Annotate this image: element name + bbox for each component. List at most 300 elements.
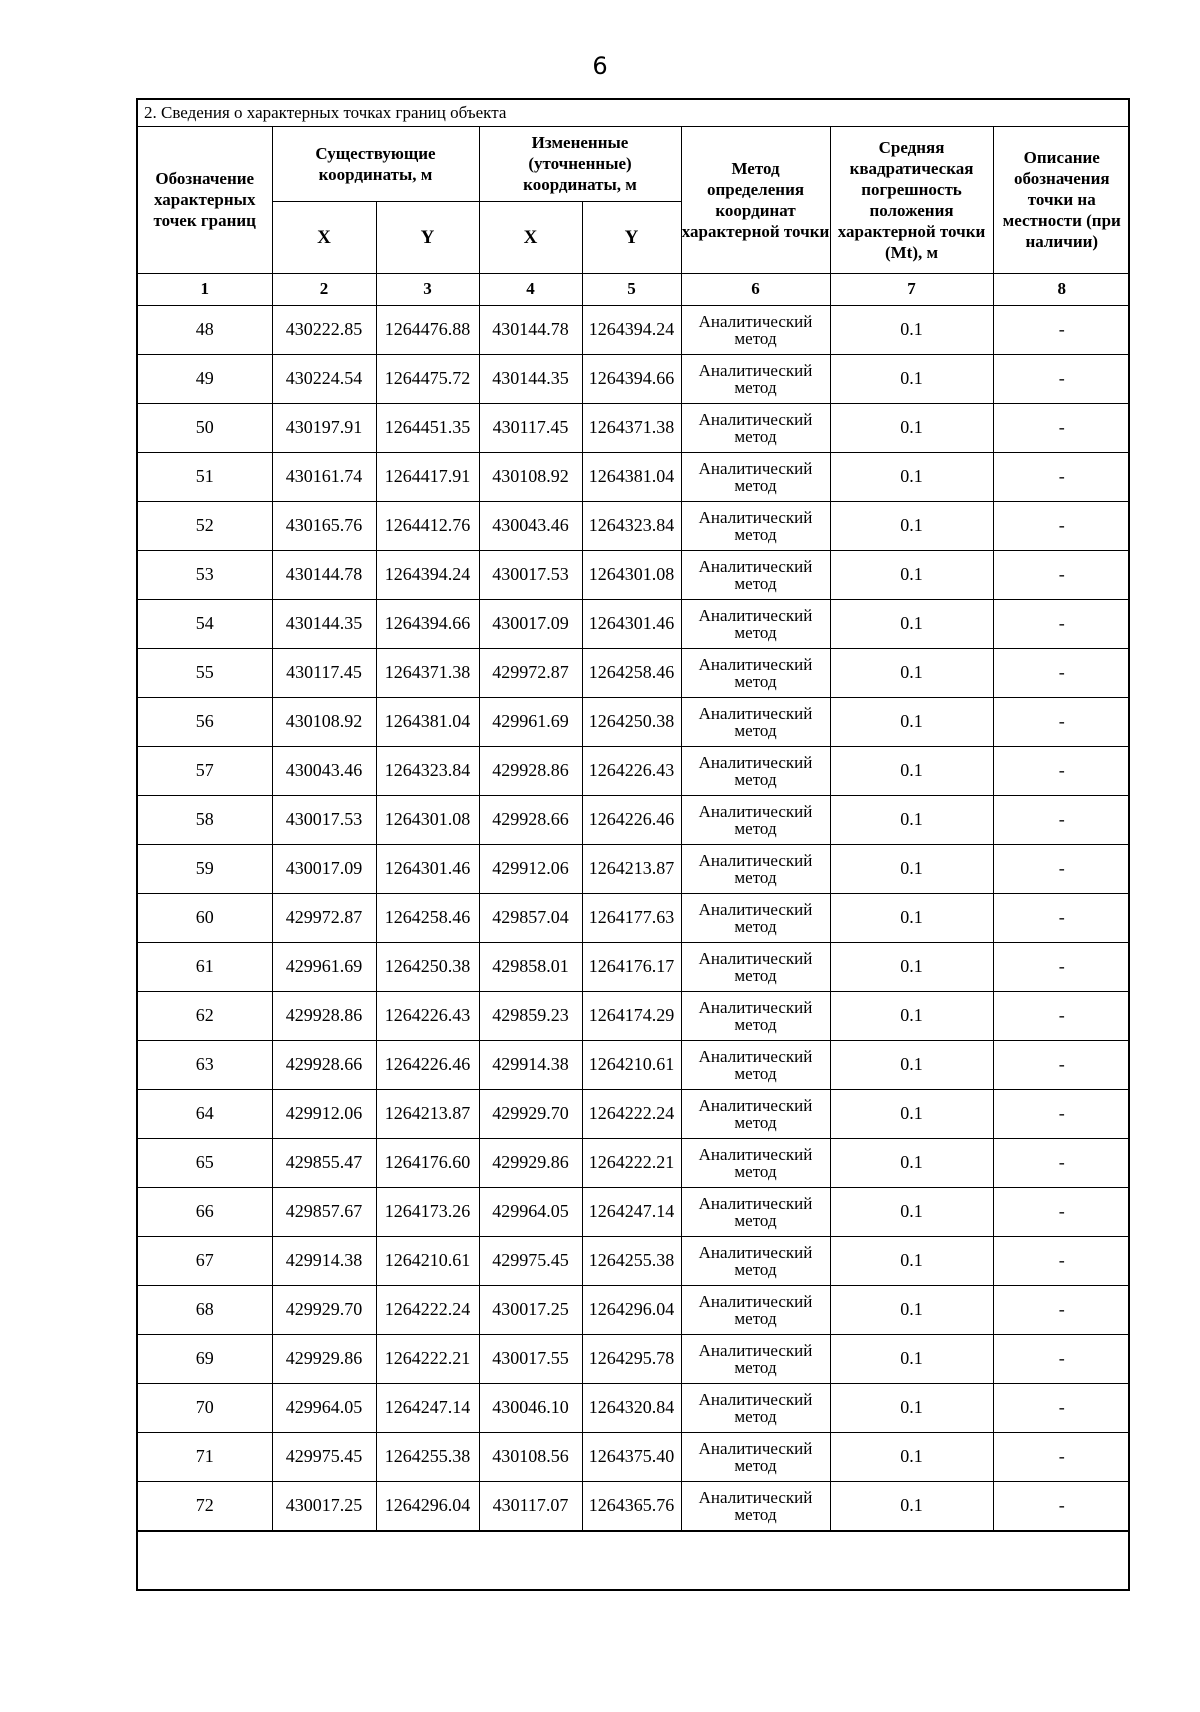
description-cell: -: [993, 697, 1130, 746]
point-id-cell: 49: [138, 354, 272, 403]
existing-y-cell: 1264323.84: [376, 746, 479, 795]
table-row: [138, 942, 1130, 991]
changed-x-cell: 430108.56: [479, 1432, 582, 1481]
table-row: [138, 354, 1130, 403]
existing-y-cell: 1264213.87: [376, 1089, 479, 1138]
mt-cell: 0.1: [830, 648, 993, 697]
point-id-cell: 51: [138, 452, 272, 501]
mt-cell: 0.1: [830, 1089, 993, 1138]
changed-y-cell: 1264371.38: [582, 403, 681, 452]
table-row: [138, 1089, 1130, 1138]
existing-y-cell: 1264301.46: [376, 844, 479, 893]
boundary-points-table: [138, 127, 1130, 1531]
method-text: Аналитический: [698, 1389, 813, 1409]
existing-x-cell: 429975.45: [272, 1432, 376, 1481]
changed-y-cell: 1264210.61: [582, 1040, 681, 1089]
method-text: метод: [734, 1161, 777, 1181]
existing-y-cell: 1264258.46: [376, 893, 479, 942]
description-cell: -: [993, 1236, 1130, 1285]
existing-y-cell: 1264247.14: [376, 1383, 479, 1432]
mt-cell: 0.1: [830, 697, 993, 746]
column-number: 7: [830, 273, 993, 305]
point-id-cell: 56: [138, 697, 272, 746]
table-row: [138, 1432, 1130, 1481]
existing-y-cell: 1264296.04: [376, 1481, 479, 1530]
method-text: метод: [734, 1063, 777, 1083]
method-text: Аналитический: [698, 1095, 813, 1115]
description-cell: -: [993, 599, 1130, 648]
description-cell: -: [993, 795, 1130, 844]
table-row: [138, 1138, 1130, 1187]
description-cell: -: [993, 305, 1130, 354]
method-text: метод: [734, 671, 777, 691]
table-footer-space: [138, 1531, 1128, 1589]
table-row: [138, 648, 1130, 697]
mt-cell: 0.1: [830, 991, 993, 1040]
method-text: метод: [734, 1210, 777, 1230]
method-text: Аналитический: [698, 507, 813, 527]
column-number: 6: [681, 273, 830, 305]
method-cell: [681, 452, 830, 501]
description-cell: -: [993, 550, 1130, 599]
header-changed-coordinates: Измененные (уточненные) координаты, м: [479, 127, 681, 201]
description-cell: -: [993, 844, 1130, 893]
changed-x-cell: 430117.45: [479, 403, 582, 452]
changed-y-cell: 1264222.24: [582, 1089, 681, 1138]
existing-y-cell: 1264476.88: [376, 305, 479, 354]
table-row: [138, 1285, 1130, 1334]
changed-y-cell: 1264255.38: [582, 1236, 681, 1285]
method-text: метод: [734, 1308, 777, 1328]
table-row: [138, 1481, 1130, 1530]
table-row: [138, 991, 1130, 1040]
method-text: Аналитический: [698, 1144, 813, 1164]
changed-x-cell: 430117.07: [479, 1481, 582, 1530]
changed-y-cell: 1264296.04: [582, 1285, 681, 1334]
method-cell: [681, 893, 830, 942]
description-cell: -: [993, 1285, 1130, 1334]
method-text: Аналитический: [698, 1193, 813, 1213]
existing-y-cell: 1264173.26: [376, 1187, 479, 1236]
method-text: Аналитический: [698, 605, 813, 625]
changed-y-cell: 1264174.29: [582, 991, 681, 1040]
method-text: Аналитический: [698, 850, 813, 870]
table-row: [138, 697, 1130, 746]
method-text: метод: [734, 1112, 777, 1132]
mt-cell: 0.1: [830, 795, 993, 844]
method-text: Аналитический: [698, 752, 813, 772]
changed-x-cell: 430017.25: [479, 1285, 582, 1334]
changed-x-cell: 430043.46: [479, 501, 582, 550]
method-text: метод: [734, 1504, 777, 1524]
column-numbers-row: [138, 273, 1130, 305]
table-row: [138, 452, 1130, 501]
existing-x-cell: 430224.54: [272, 354, 376, 403]
method-cell: [681, 991, 830, 1040]
point-id-cell: 60: [138, 893, 272, 942]
changed-y-cell: 1264320.84: [582, 1383, 681, 1432]
description-cell: -: [993, 893, 1130, 942]
table-row: [138, 746, 1130, 795]
description-cell: -: [993, 501, 1130, 550]
header-existing-coordinates: Существующие координаты, м: [272, 127, 479, 201]
method-text: метод: [734, 1455, 777, 1475]
changed-x-cell: 429929.86: [479, 1138, 582, 1187]
table-row: [138, 1334, 1130, 1383]
point-id-cell: 68: [138, 1285, 272, 1334]
method-text: Аналитический: [698, 1046, 813, 1066]
existing-x-cell: 429964.05: [272, 1383, 376, 1432]
section-title: 2. Сведения о характерных точках границ объекта: [138, 100, 1128, 127]
method-text: метод: [734, 622, 777, 642]
changed-x-cell: 429964.05: [479, 1187, 582, 1236]
description-cell: -: [993, 1432, 1130, 1481]
point-id-cell: 50: [138, 403, 272, 452]
existing-y-cell: 1264371.38: [376, 648, 479, 697]
changed-x-cell: 429857.04: [479, 893, 582, 942]
changed-x-cell: 430017.09: [479, 599, 582, 648]
description-cell: -: [993, 403, 1130, 452]
method-text: метод: [734, 769, 777, 789]
mt-cell: 0.1: [830, 403, 993, 452]
existing-x-cell: 430161.74: [272, 452, 376, 501]
mt-cell: 0.1: [830, 550, 993, 599]
method-text: Аналитический: [698, 654, 813, 674]
existing-x-cell: 430017.53: [272, 795, 376, 844]
changed-y-cell: 1264226.43: [582, 746, 681, 795]
method-cell: [681, 844, 830, 893]
changed-y-cell: 1264247.14: [582, 1187, 681, 1236]
table-row: [138, 599, 1130, 648]
table-row: [138, 893, 1130, 942]
method-text: Аналитический: [698, 409, 813, 429]
method-text: Аналитический: [698, 311, 813, 331]
mt-cell: 0.1: [830, 1040, 993, 1089]
changed-x-cell: 429859.23: [479, 991, 582, 1040]
method-cell: [681, 1432, 830, 1481]
changed-x-cell: 430046.10: [479, 1383, 582, 1432]
method-cell: [681, 550, 830, 599]
changed-x-cell: 429975.45: [479, 1236, 582, 1285]
method-cell: [681, 942, 830, 991]
method-text: Аналитический: [698, 948, 813, 968]
existing-y-cell: 1264255.38: [376, 1432, 479, 1481]
changed-x-cell: 429858.01: [479, 942, 582, 991]
existing-y-cell: 1264222.21: [376, 1334, 479, 1383]
table-row: [138, 305, 1130, 354]
changed-x-cell: 429928.66: [479, 795, 582, 844]
mt-cell: 0.1: [830, 501, 993, 550]
mt-cell: 0.1: [830, 844, 993, 893]
existing-x-cell: 429855.47: [272, 1138, 376, 1187]
mt-cell: 0.1: [830, 305, 993, 354]
method-text: Аналитический: [698, 899, 813, 919]
existing-x-cell: 430017.25: [272, 1481, 376, 1530]
existing-x-cell: 429912.06: [272, 1089, 376, 1138]
method-cell: [681, 403, 830, 452]
table-row: [138, 1187, 1130, 1236]
description-cell: -: [993, 1089, 1130, 1138]
method-text: метод: [734, 965, 777, 985]
changed-x-cell: 430144.78: [479, 305, 582, 354]
existing-x-cell: 430222.85: [272, 305, 376, 354]
point-id-cell: 72: [138, 1481, 272, 1530]
header-changed-x: X: [479, 201, 582, 273]
changed-y-cell: 1264301.46: [582, 599, 681, 648]
table-row: [138, 501, 1130, 550]
method-text: метод: [734, 1259, 777, 1279]
changed-x-cell: 430108.92: [479, 452, 582, 501]
changed-x-cell: 430017.55: [479, 1334, 582, 1383]
changed-y-cell: 1264375.40: [582, 1432, 681, 1481]
method-text: Аналитический: [698, 556, 813, 576]
point-id-cell: 70: [138, 1383, 272, 1432]
existing-x-cell: 429929.86: [272, 1334, 376, 1383]
table-row: [138, 844, 1130, 893]
existing-y-cell: 1264301.08: [376, 795, 479, 844]
point-id-cell: 64: [138, 1089, 272, 1138]
changed-y-cell: 1264365.76: [582, 1481, 681, 1530]
point-id-cell: 65: [138, 1138, 272, 1187]
description-cell: -: [993, 1040, 1130, 1089]
table-row: [138, 1383, 1130, 1432]
mt-cell: 0.1: [830, 893, 993, 942]
mt-cell: 0.1: [830, 1236, 993, 1285]
mt-cell: 0.1: [830, 1285, 993, 1334]
point-id-cell: 52: [138, 501, 272, 550]
method-text: метод: [734, 524, 777, 544]
point-id-cell: 61: [138, 942, 272, 991]
point-id-cell: 48: [138, 305, 272, 354]
changed-y-cell: 1264323.84: [582, 501, 681, 550]
changed-y-cell: 1264258.46: [582, 648, 681, 697]
method-cell: [681, 1383, 830, 1432]
existing-y-cell: 1264250.38: [376, 942, 479, 991]
point-id-cell: 67: [138, 1236, 272, 1285]
changed-x-cell: 430017.53: [479, 550, 582, 599]
method-text: метод: [734, 1406, 777, 1426]
boundary-points-table-sheet: [136, 98, 1130, 1591]
existing-x-cell: 430117.45: [272, 648, 376, 697]
point-id-cell: 59: [138, 844, 272, 893]
changed-x-cell: 429928.86: [479, 746, 582, 795]
changed-x-cell: 429961.69: [479, 697, 582, 746]
changed-y-cell: 1264250.38: [582, 697, 681, 746]
description-cell: -: [993, 1138, 1130, 1187]
column-number: 3: [376, 273, 479, 305]
mt-cell: 0.1: [830, 1432, 993, 1481]
mt-cell: 0.1: [830, 354, 993, 403]
description-cell: -: [993, 648, 1130, 697]
changed-y-cell: 1264222.21: [582, 1138, 681, 1187]
method-text: Аналитический: [698, 1340, 813, 1360]
existing-y-cell: 1264222.24: [376, 1285, 479, 1334]
mt-cell: 0.1: [830, 452, 993, 501]
changed-y-cell: 1264226.46: [582, 795, 681, 844]
existing-y-cell: 1264176.60: [376, 1138, 479, 1187]
existing-x-cell: 430197.91: [272, 403, 376, 452]
changed-x-cell: 429972.87: [479, 648, 582, 697]
existing-y-cell: 1264451.35: [376, 403, 479, 452]
mt-cell: 0.1: [830, 1138, 993, 1187]
header-changed-y: Y: [582, 201, 681, 273]
header-description: Описание обозначения точки на местности (при наличии): [993, 127, 1130, 273]
method-cell: [681, 1236, 830, 1285]
mt-cell: 0.1: [830, 1187, 993, 1236]
method-text: метод: [734, 818, 777, 838]
method-cell: [681, 305, 830, 354]
point-id-cell: 62: [138, 991, 272, 1040]
existing-y-cell: 1264381.04: [376, 697, 479, 746]
existing-y-cell: 1264475.72: [376, 354, 479, 403]
method-cell: [681, 1334, 830, 1383]
changed-y-cell: 1264394.66: [582, 354, 681, 403]
existing-x-cell: 430108.92: [272, 697, 376, 746]
point-id-cell: 71: [138, 1432, 272, 1481]
changed-x-cell: 430144.35: [479, 354, 582, 403]
existing-x-cell: 429928.86: [272, 991, 376, 1040]
description-cell: -: [993, 354, 1130, 403]
method-cell: [681, 1089, 830, 1138]
column-number: 5: [582, 273, 681, 305]
method-text: метод: [734, 573, 777, 593]
description-cell: -: [993, 1187, 1130, 1236]
method-text: Аналитический: [698, 997, 813, 1017]
existing-y-cell: 1264394.66: [376, 599, 479, 648]
method-text: метод: [734, 720, 777, 740]
column-number: 8: [993, 273, 1130, 305]
existing-y-cell: 1264417.91: [376, 452, 479, 501]
header-method: Метод определения координат характерной точки: [681, 127, 830, 273]
method-text: метод: [734, 1014, 777, 1034]
changed-y-cell: 1264394.24: [582, 305, 681, 354]
description-cell: -: [993, 1383, 1130, 1432]
changed-y-cell: 1264177.63: [582, 893, 681, 942]
point-id-cell: 54: [138, 599, 272, 648]
existing-x-cell: 430017.09: [272, 844, 376, 893]
changed-y-cell: 1264301.08: [582, 550, 681, 599]
method-text: метод: [734, 426, 777, 446]
method-text: метод: [734, 916, 777, 936]
description-cell: -: [993, 942, 1130, 991]
existing-y-cell: 1264210.61: [376, 1236, 479, 1285]
mt-cell: 0.1: [830, 942, 993, 991]
point-id-cell: 57: [138, 746, 272, 795]
method-text: Аналитический: [698, 1291, 813, 1311]
point-id-cell: 66: [138, 1187, 272, 1236]
method-cell: [681, 648, 830, 697]
changed-x-cell: 429929.70: [479, 1089, 582, 1138]
table-row: [138, 1236, 1130, 1285]
mt-cell: 0.1: [830, 1481, 993, 1530]
existing-y-cell: 1264226.46: [376, 1040, 479, 1089]
method-text: Аналитический: [698, 1242, 813, 1262]
method-cell: [681, 746, 830, 795]
point-id-cell: 63: [138, 1040, 272, 1089]
method-cell: [681, 501, 830, 550]
method-cell: [681, 1187, 830, 1236]
table-row: [138, 550, 1130, 599]
method-text: Аналитический: [698, 458, 813, 478]
page-number: 6: [592, 52, 608, 80]
method-cell: [681, 599, 830, 648]
header-mean-square-error: Средняя квадратическая погрешность положения характерной точки (Mt), м: [830, 127, 993, 273]
point-id-cell: 53: [138, 550, 272, 599]
existing-x-cell: 430165.76: [272, 501, 376, 550]
method-text: метод: [734, 377, 777, 397]
mt-cell: 0.1: [830, 599, 993, 648]
table-row: [138, 1040, 1130, 1089]
changed-y-cell: 1264176.17: [582, 942, 681, 991]
existing-y-cell: 1264226.43: [376, 991, 479, 1040]
existing-x-cell: 430043.46: [272, 746, 376, 795]
mt-cell: 0.1: [830, 1383, 993, 1432]
header-existing-y: Y: [376, 201, 479, 273]
method-cell: [681, 1040, 830, 1089]
changed-x-cell: 429912.06: [479, 844, 582, 893]
method-text: Аналитический: [698, 1438, 813, 1458]
table-row: [138, 403, 1130, 452]
description-cell: -: [993, 1481, 1130, 1530]
existing-x-cell: 429961.69: [272, 942, 376, 991]
changed-y-cell: 1264295.78: [582, 1334, 681, 1383]
column-number: 2: [272, 273, 376, 305]
method-text: метод: [734, 1357, 777, 1377]
table-body: [138, 305, 1130, 1530]
method-cell: [681, 354, 830, 403]
description-cell: -: [993, 452, 1130, 501]
point-id-cell: 55: [138, 648, 272, 697]
changed-y-cell: 1264381.04: [582, 452, 681, 501]
description-cell: -: [993, 991, 1130, 1040]
method-cell: [681, 795, 830, 844]
column-number: 1: [138, 273, 272, 305]
existing-y-cell: 1264394.24: [376, 550, 479, 599]
method-cell: [681, 1481, 830, 1530]
existing-x-cell: 429972.87: [272, 893, 376, 942]
point-id-cell: 58: [138, 795, 272, 844]
method-text: метод: [734, 328, 777, 348]
method-text: Аналитический: [698, 360, 813, 380]
column-number: 4: [479, 273, 582, 305]
table-row: [138, 795, 1130, 844]
existing-x-cell: 430144.35: [272, 599, 376, 648]
description-cell: -: [993, 1334, 1130, 1383]
method-text: Аналитический: [698, 703, 813, 723]
existing-x-cell: 429857.67: [272, 1187, 376, 1236]
existing-y-cell: 1264412.76: [376, 501, 479, 550]
method-text: Аналитический: [698, 1487, 813, 1507]
mt-cell: 0.1: [830, 746, 993, 795]
changed-y-cell: 1264213.87: [582, 844, 681, 893]
method-text: метод: [734, 475, 777, 495]
method-cell: [681, 1285, 830, 1334]
method-text: метод: [734, 867, 777, 887]
changed-x-cell: 429914.38: [479, 1040, 582, 1089]
description-cell: -: [993, 746, 1130, 795]
existing-x-cell: 429929.70: [272, 1285, 376, 1334]
existing-x-cell: 429928.66: [272, 1040, 376, 1089]
header-designation: Обозначение характерных точек границ: [138, 127, 272, 273]
method-cell: [681, 697, 830, 746]
point-id-cell: 69: [138, 1334, 272, 1383]
existing-x-cell: 430144.78: [272, 550, 376, 599]
method-text: Аналитический: [698, 801, 813, 821]
method-cell: [681, 1138, 830, 1187]
mt-cell: 0.1: [830, 1334, 993, 1383]
header-existing-x: X: [272, 201, 376, 273]
existing-x-cell: 429914.38: [272, 1236, 376, 1285]
